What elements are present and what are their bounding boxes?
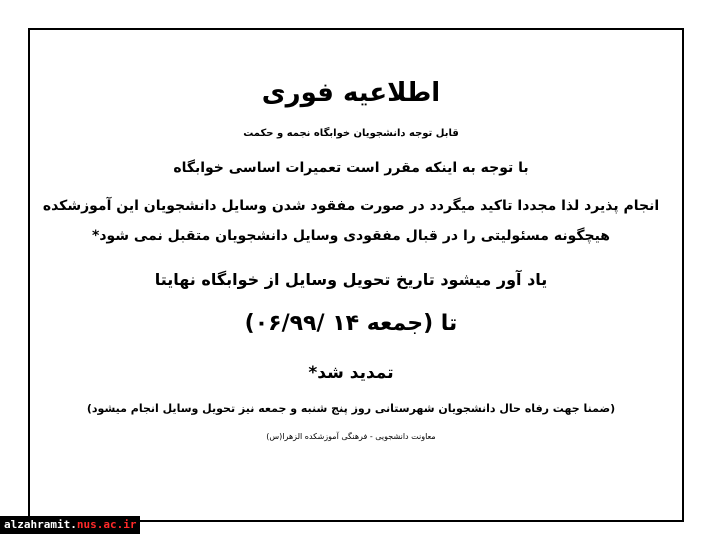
notice-footnote: (ضمنا جهت رفاه حال دانشجویان شهرستانی روز پنج شنبه و جمعه نیز تحویل وسایل انجام میشود) xyxy=(86,402,616,415)
notice-subtitle: قابل توجه دانشجویان خوابگاه نجمه و حکمت xyxy=(243,128,459,139)
notice-deadline-date: تا (جمعه ۱۴ /۰۶/۹۹) xyxy=(244,311,458,336)
watermark-prefix: alzahramit. xyxy=(4,518,77,531)
notice-signature: معاونت دانشجویی - فرهنگی آموزشکده الزهرا(س) xyxy=(266,432,436,441)
site-watermark xyxy=(0,516,140,534)
notice-line-1: با توجه به اینکه مقرر است تعمیرات اساسی خوابگاه xyxy=(173,160,529,176)
notice-line-2: انجام پذیرد لذا مجددا تاکید میگردد در صورت مفقود شدن وسایل دانشجویان این آموزشکده xyxy=(42,198,660,214)
notice-extended: تمدید شد* xyxy=(308,363,394,383)
notice-line-4: یاد آور میشود تاریخ تحویل وسایل از خوابگاه نهایتا xyxy=(154,270,548,289)
notice-title: اطلاعیه فوری xyxy=(261,78,441,108)
watermark-accent: nus.ac.ir xyxy=(76,518,137,531)
notice-line-3: هیچگونه مسئولیتی را در قبال مفقودی وسایل دانشجویان متقبل نمی شود* xyxy=(92,228,610,244)
